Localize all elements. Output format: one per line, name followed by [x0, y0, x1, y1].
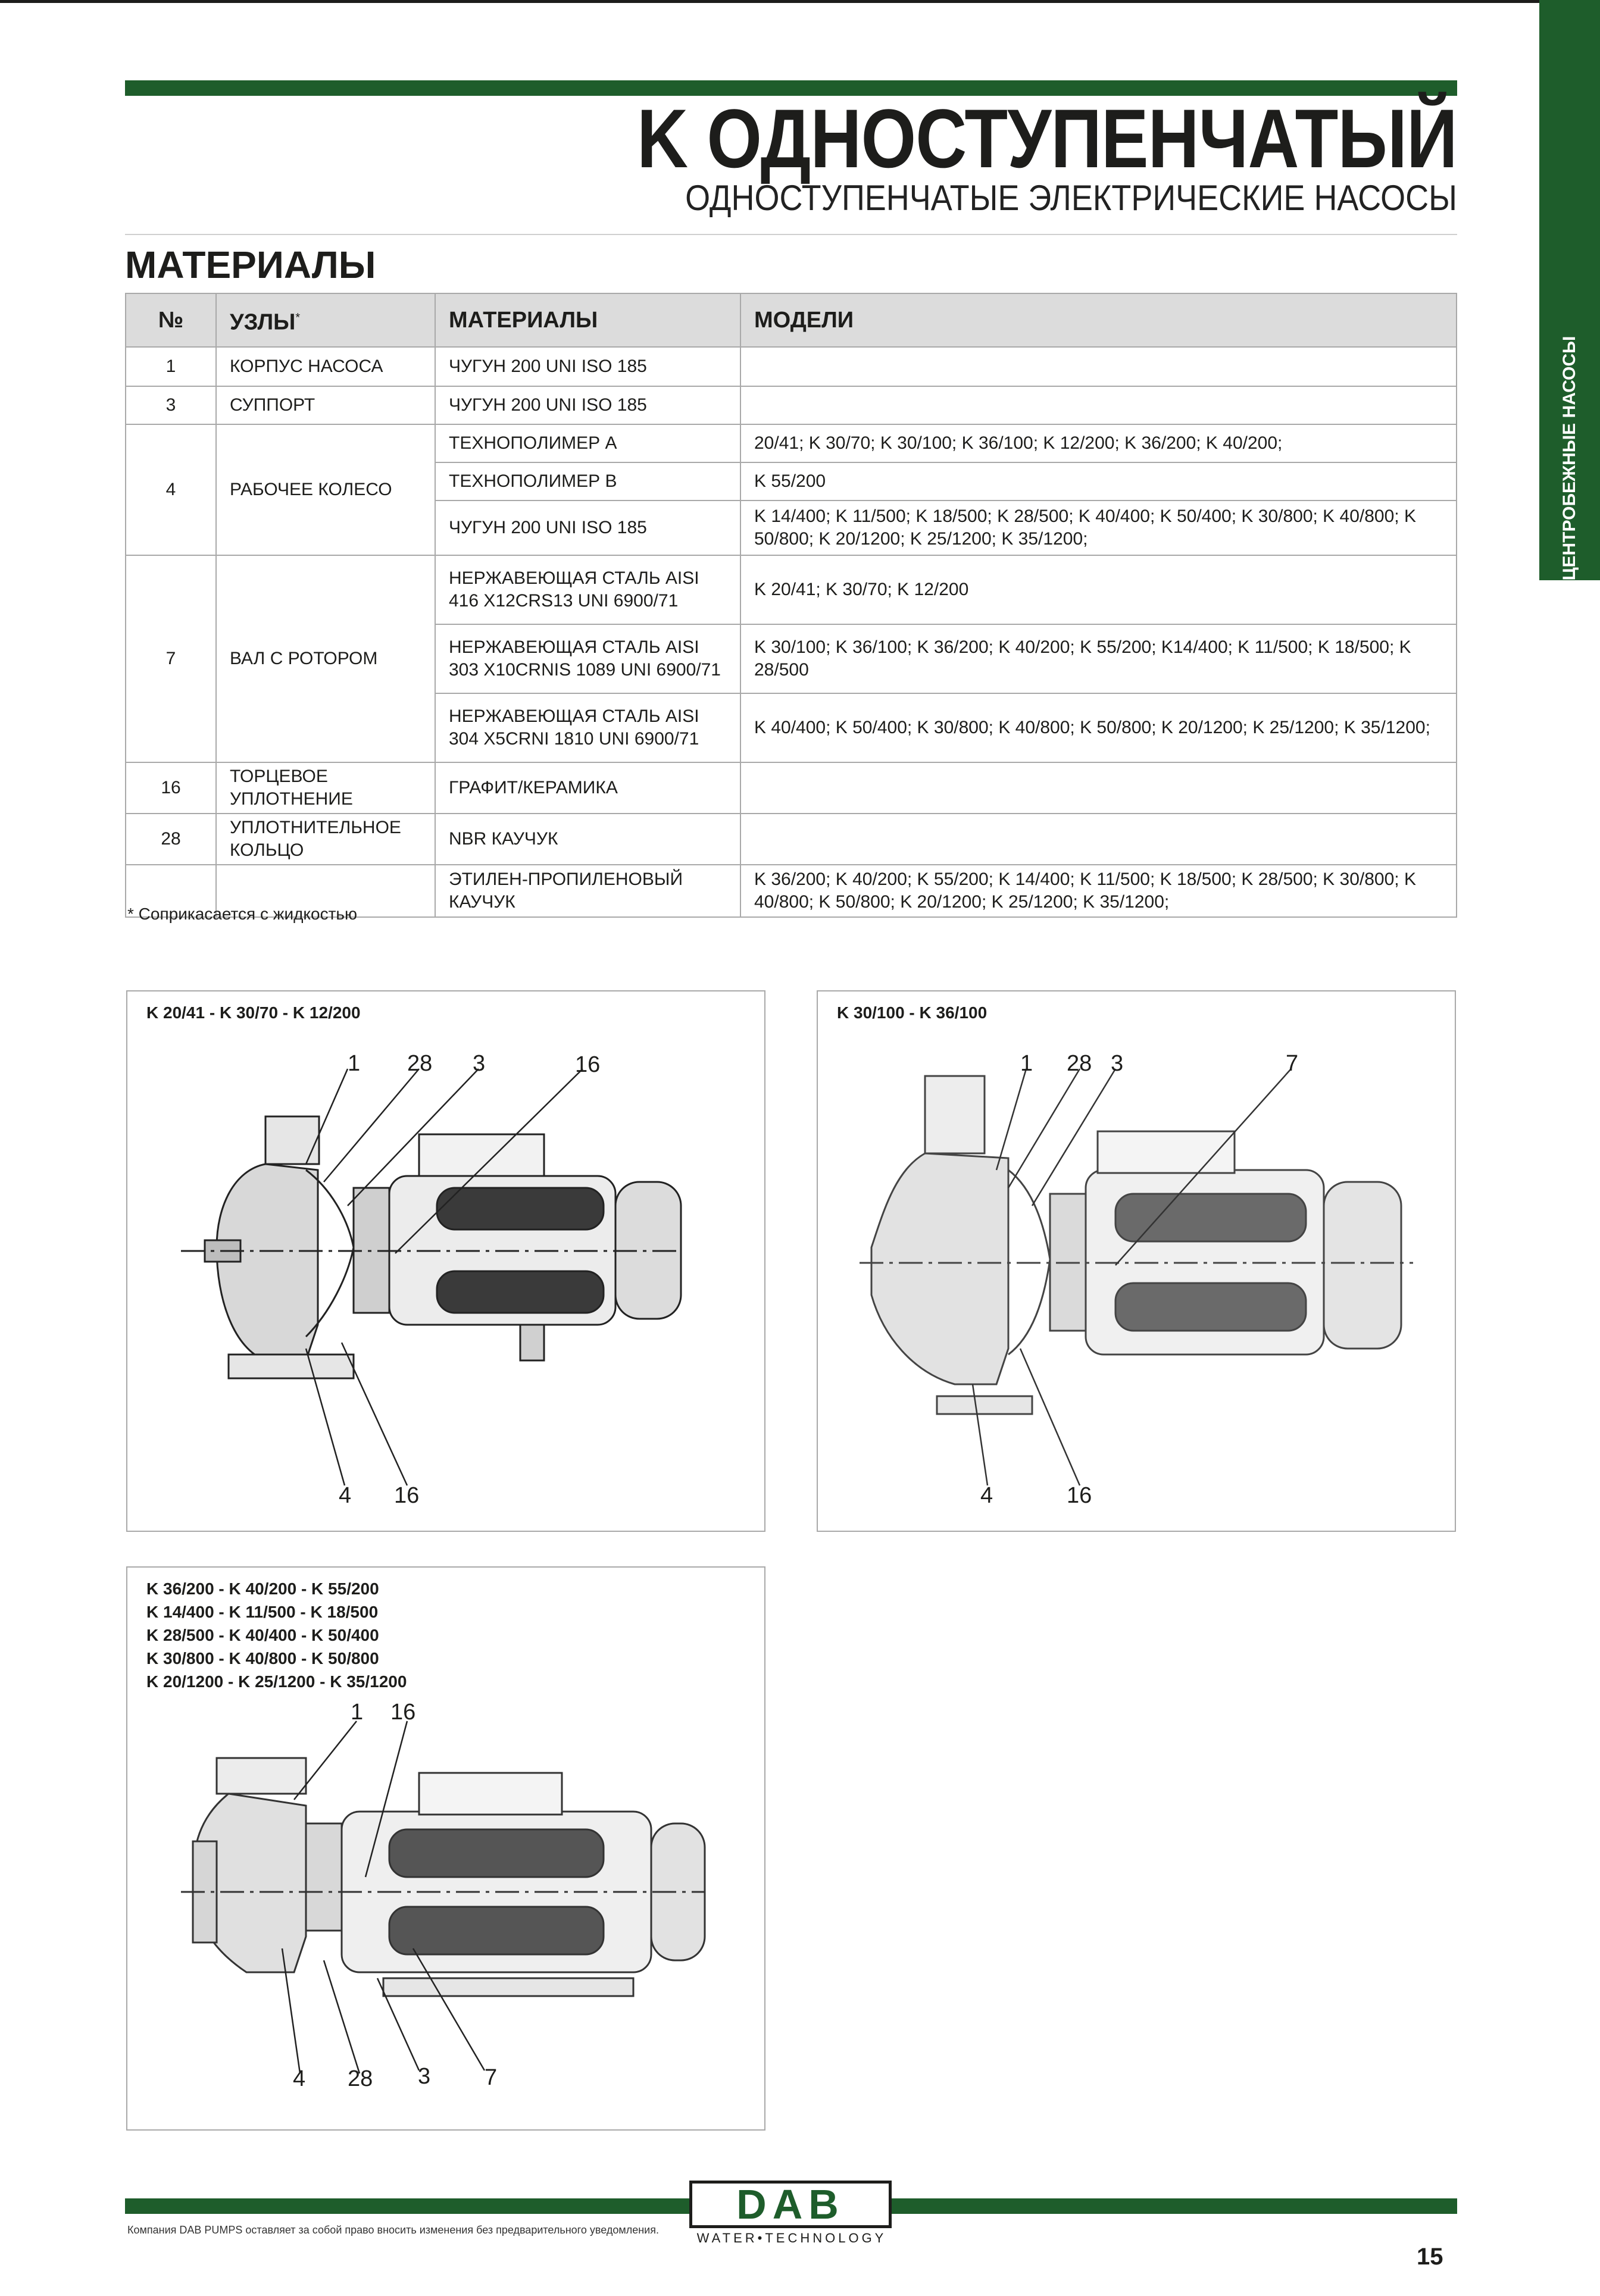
page-number: 15: [1417, 2244, 1443, 2270]
callout-1: 1: [1020, 1051, 1033, 1076]
table-row: [126, 386, 1457, 424]
cell-material: НЕРЖАВЕЮЩАЯ СТАЛЬ AISI 304 X5CRNI 1810 UNI 6900/71: [435, 693, 740, 762]
callout-16: 16: [1067, 1483, 1092, 1508]
callout-28: 28: [348, 2066, 373, 2091]
page-title: K ОДНОСТУПЕНЧАТЫЙ: [637, 92, 1457, 185]
callout-28: 28: [1067, 1051, 1092, 1076]
cell-num: 7: [126, 555, 216, 762]
cell-material: НЕРЖАВЕЮЩАЯ СТАЛЬ AISI 303 X10CRNIS 1089 UNI 6900/71: [435, 624, 740, 693]
cell-num: 3: [126, 386, 216, 424]
pump-drawing-1: [127, 991, 764, 1531]
cell-models: K 20/41; K 30/70; K 12/200: [740, 555, 1457, 624]
diagram-box-2: [817, 990, 1456, 1532]
header-material: МАТЕРИАЛЫ: [435, 293, 740, 347]
cell-unit: КОРПУС НАСОСА: [216, 347, 435, 386]
side-tab-label: ЦЕНТРОБЕЖНЫЕ НАСОСЫ: [1560, 336, 1579, 581]
cell-models: K 40/400; K 50/400; K 30/800; K 40/800; K 50/800; K 20/1200; K 25/1200; K 35/1200;: [740, 693, 1457, 762]
callout-1: 1: [348, 1051, 361, 1076]
header-num: №: [126, 293, 216, 347]
cell-num: 16: [126, 762, 216, 814]
cell-unit: УПЛОТНИТЕЛЬНОЕ КОЛЬЦО: [216, 814, 435, 865]
cell-unit: СУППОРТ: [216, 386, 435, 424]
cell-num: 28: [126, 814, 216, 865]
materials-table: [125, 293, 1457, 918]
diagram-title-line-5: K 20/1200 - K 25/1200 - K 35/1200: [146, 1672, 407, 1691]
cell-models: 20/41; K 30/70; K 30/100; K 36/100; K 12/200; K 36/200; K 40/200;: [740, 424, 1457, 462]
callout-1: 1: [351, 1700, 364, 1725]
cell-models: K 36/200; K 40/200; K 55/200; K 14/400; K 11/500; K 18/500; K 28/500; K 30/800; K 40/800; K 50/800; K 20/1200; K 25/1200; K 35/1200;: [740, 865, 1457, 917]
cell-unit: ВАЛ С РОТОРОМ: [216, 555, 435, 762]
cell-models: K 55/200: [740, 462, 1457, 501]
callout-16: 16: [575, 1052, 601, 1077]
cell-models: [740, 347, 1457, 386]
top-rule: [0, 0, 1600, 3]
cell-models: K 14/400; K 11/500; K 18/500; K 28/500; K 40/400; K 50/400; K 30/800; K 40/800; K 50/800; K 20/1200; K 25/1200; K 35/1200;: [740, 501, 1457, 555]
callout-16: 16: [390, 1700, 416, 1725]
callout-7: 7: [1286, 1051, 1299, 1076]
pump-drawing-2: [818, 991, 1455, 1531]
logo-tagline: WATER•TECHNOLOGY: [696, 2231, 887, 2245]
cell-models: K 30/100; K 36/100; K 36/200; K 40/200; K 55/200; K14/400; K 11/500; K 18/500; K 28/500: [740, 624, 1457, 693]
table-row: [126, 347, 1457, 386]
table-row: [126, 762, 1457, 814]
cell-material: NBR КАУЧУК: [435, 814, 740, 865]
cell-unit: РАБОЧЕЕ КОЛЕСО: [216, 424, 435, 555]
cell-material: ЧУГУН 200 UNI ISO 185: [435, 501, 740, 555]
diagram-box-3: [126, 1566, 765, 2131]
cell-num: 4: [126, 424, 216, 555]
callout-4: 4: [980, 1483, 993, 1508]
section-heading: МАТЕРИАЛЫ: [125, 243, 376, 286]
cell-unit: ТОРЦЕВОЕ УПЛОТНЕНИЕ: [216, 762, 435, 814]
header-unit: [216, 293, 435, 347]
cell-models: [740, 386, 1457, 424]
callout-4: 4: [339, 1483, 352, 1508]
cell-material: ЭТИЛЕН-ПРОПИЛЕНОВЫЙ КАУЧУК: [435, 865, 740, 917]
header-unit-mark: *: [295, 311, 301, 325]
pump-drawing-3: [127, 1568, 764, 2129]
cell-material: ТЕХНОПОЛИМЕР А: [435, 424, 740, 462]
header-unit-label: УЗЛЫ: [230, 309, 296, 335]
footer-disclaimer: Компания DAB PUMPS оставляет за собой право вносить изменения без предварительного уведомления.: [127, 2224, 659, 2236]
callout-28: 28: [407, 1051, 433, 1076]
cell-num: 1: [126, 347, 216, 386]
page-subtitle: ОДНОСТУПЕНЧАТЫЕ ЭЛЕКТРИЧЕСКИЕ НАСОСЫ: [685, 178, 1457, 218]
header-models: МОДЕЛИ: [740, 293, 1457, 347]
table-header-row: [126, 293, 1457, 347]
diagram-box-1: [126, 990, 765, 1532]
callout-3: 3: [418, 2064, 431, 2089]
cell-material: ТЕХНОПОЛИМЕР В: [435, 462, 740, 501]
logo-text: DAB: [736, 2181, 845, 2228]
cell-models: [740, 762, 1457, 814]
cell-material: ЧУГУН 200 UNI ISO 185: [435, 347, 740, 386]
dab-logo: [689, 2181, 892, 2228]
diagram-title-line-3: K 28/500 - K 40/400 - K 50/400: [146, 1626, 379, 1644]
cell-material: ГРАФИТ/КЕРАМИКА: [435, 762, 740, 814]
table-row: [126, 555, 1457, 624]
callout-3: 3: [1111, 1051, 1124, 1076]
diagram-title-line-4: K 30/800 - K 40/800 - K 50/800: [146, 1649, 379, 1668]
footnote: * Соприкасается с жидкостью: [127, 905, 357, 923]
table-row: [126, 814, 1457, 865]
callout-7: 7: [485, 2065, 498, 2090]
table-row: [126, 424, 1457, 462]
diagram-title-line-2: K 14/400 - K 11/500 - K 18/500: [146, 1603, 379, 1621]
diagram-title: K 30/100 - K 36/100: [837, 1003, 988, 1022]
header-divider: [125, 234, 1457, 235]
callout-4: 4: [293, 2066, 306, 2091]
callout-3: 3: [473, 1051, 486, 1076]
callout-16-bottom: 16: [394, 1483, 420, 1508]
cell-material: ЧУГУН 200 UNI ISO 185: [435, 386, 740, 424]
cell-material: НЕРЖАВЕЮЩАЯ СТАЛЬ AISI 416 X12CRS13 UNI 6900/71: [435, 555, 740, 624]
diagram-title-line-1: K 36/200 - K 40/200 - K 55/200: [146, 1579, 379, 1598]
cell-models: [740, 814, 1457, 865]
diagram-title: K 20/41 - K 30/70 - K 12/200: [146, 1003, 361, 1022]
